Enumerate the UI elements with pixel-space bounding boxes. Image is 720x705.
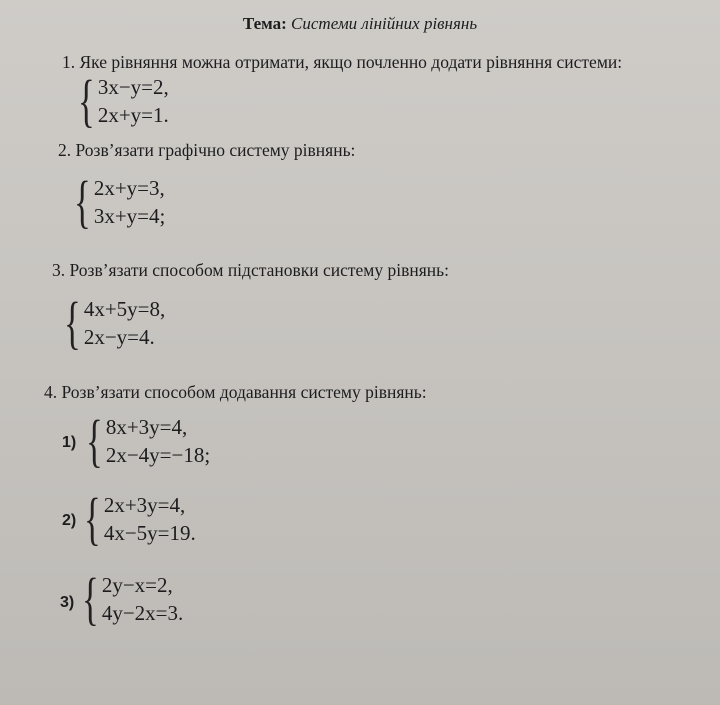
- equation: 8x+3y=4,: [105, 415, 188, 439]
- equation: 2x−y=4.: [83, 325, 155, 349]
- sub-label: 1): [62, 434, 77, 451]
- brace: {: [74, 169, 91, 234]
- page-title: [0, 14, 720, 34]
- question-1: [62, 52, 622, 73]
- sub-label: 2): [62, 512, 77, 529]
- equation: 4x−5y=19.: [103, 521, 196, 545]
- question-text: 4. Розв’язати способом додавання систему рівнянь:: [44, 382, 427, 402]
- question-text: 2. Розв’язати графічно систему рівнянь:: [58, 140, 356, 160]
- question-text: 3. Розв’язати способом підстановки систему рівнянь:: [52, 260, 449, 280]
- equation-system-3: [64, 290, 166, 355]
- brace: {: [82, 566, 99, 631]
- equation-system-1: [78, 68, 169, 133]
- question-3: [52, 260, 449, 281]
- brace: {: [78, 68, 95, 133]
- equation-system-4-1: [86, 408, 211, 473]
- question-4: [44, 382, 427, 403]
- question-text: 1. Яке рівняння можна отримати, якщо почленно додати рівняння системи:: [62, 52, 623, 72]
- equation: 4x+5y=8,: [83, 297, 166, 321]
- brace: {: [86, 408, 103, 473]
- equation: 3x−y=2,: [97, 75, 169, 99]
- equation: 3x+y=4;: [93, 204, 166, 228]
- title-topic: Системи лінійних рівнянь: [291, 14, 478, 33]
- equation: 4y−2x=3.: [101, 601, 184, 625]
- question-2: [58, 140, 355, 161]
- equation: 2x+3y=4,: [103, 493, 186, 517]
- equation: 2y−x=2,: [101, 573, 173, 597]
- equation-system-2: [74, 169, 166, 234]
- equation: 2x+y=1.: [97, 103, 169, 127]
- equation: 2x+y=3,: [93, 176, 165, 200]
- brace: {: [64, 290, 81, 355]
- brace: {: [84, 486, 101, 551]
- equation: 2x−4y=−18;: [105, 443, 211, 467]
- equation-system-4-3: [82, 566, 184, 631]
- equation-system-4-2: [84, 486, 196, 551]
- sub-label: 3): [60, 594, 75, 611]
- title-label: Тема:: [242, 14, 287, 33]
